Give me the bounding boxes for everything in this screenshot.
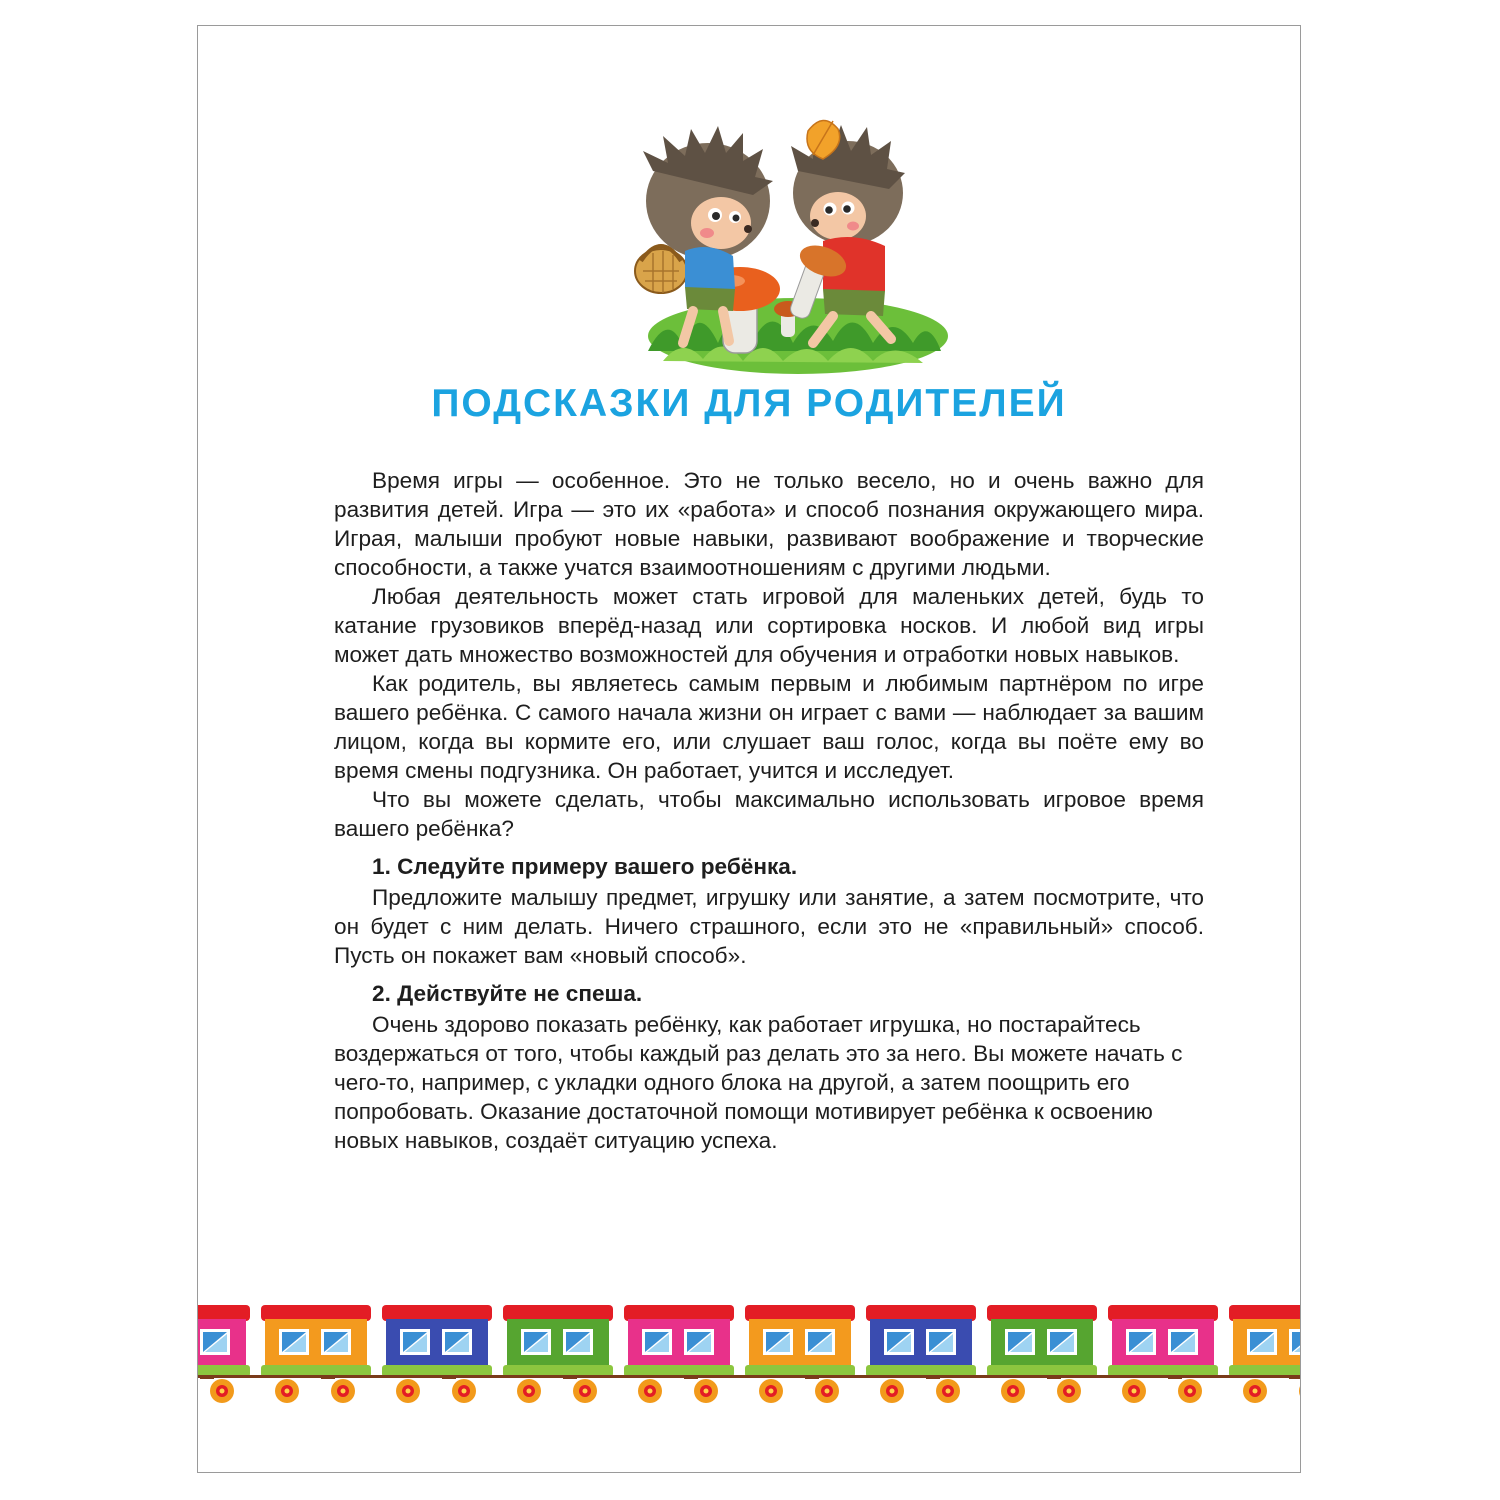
paragraph: Как родитель, вы являетесь самым первым и любимым партнёром по игре вашего ребёнка. С самого начала жизни он играет с вами — наблюдает за вашим лицом, когда вы кормите его, или слушает ваш голос, когда вы поёте ему во время смены подгузника. Он работает, учится и исследует. <box>334 671 1204 783</box>
train-car <box>1229 1305 1301 1403</box>
train-car <box>261 1305 371 1403</box>
train-rail <box>198 1375 1301 1378</box>
train-cars-border-icon <box>198 1303 1301 1423</box>
train-car <box>1108 1305 1218 1403</box>
tip-heading: 1. Следуйте примеру вашего ребёнка. <box>372 854 798 879</box>
tip-text: Предложите малышу предмет, игрушку или занятие, а затем посмотрите, что он будет с ним делать. Ничего страшного, если это не «правильный» способ. Пусть он покажет вам «новый способ». <box>334 885 1204 968</box>
tip-heading: 2. Действуйте не спеша. <box>372 981 643 1006</box>
train-car <box>866 1305 976 1403</box>
hedgehogs-mushrooms-illustration-icon <box>623 111 953 381</box>
train-car <box>745 1305 855 1403</box>
train-car <box>503 1305 613 1403</box>
page-title: ПОДСКАЗКИ ДЛЯ РОДИТЕЛЕЙ <box>431 382 1067 425</box>
article-body <box>334 466 1204 1155</box>
paragraph: Любая деятельность может стать игровой для маленьких детей, будь то катание грузовиков вперёд-назад или сортировка носков. И любой вид игры может дать множество возможностей для обучения и отработки новых навыков. <box>334 584 1204 667</box>
tip-text: Очень здорово показать ребёнку, как работает игрушка, но постарайтесь воздержаться от того, чтобы каждый раз делать это за него. Вы можете начать с чего-то, например, с укладки одного блока на другой, а затем поощрить его попробовать. Оказание достаточной помощи мотивирует ребёнка к освоению новых навыков, создаёт ситуацию успеха. <box>334 1012 1183 1153</box>
paragraph: Время игры — особенное. Это не только весело, но и очень важно для развития детей. Игра — это их «работа» и способ познания окружающего мира. Играя, малыши пробуют новые навыки, развивают воображение и творческие способности, а также учатся взаимоотношениям с другими людьми. <box>334 468 1204 580</box>
train-car <box>624 1305 734 1403</box>
book-page <box>197 25 1301 1473</box>
train-car <box>382 1305 492 1403</box>
train-car <box>198 1305 250 1403</box>
paragraph: Что вы можете сделать, чтобы максимально использовать игровое время вашего ребёнка? <box>334 787 1204 841</box>
train-car <box>987 1305 1097 1403</box>
